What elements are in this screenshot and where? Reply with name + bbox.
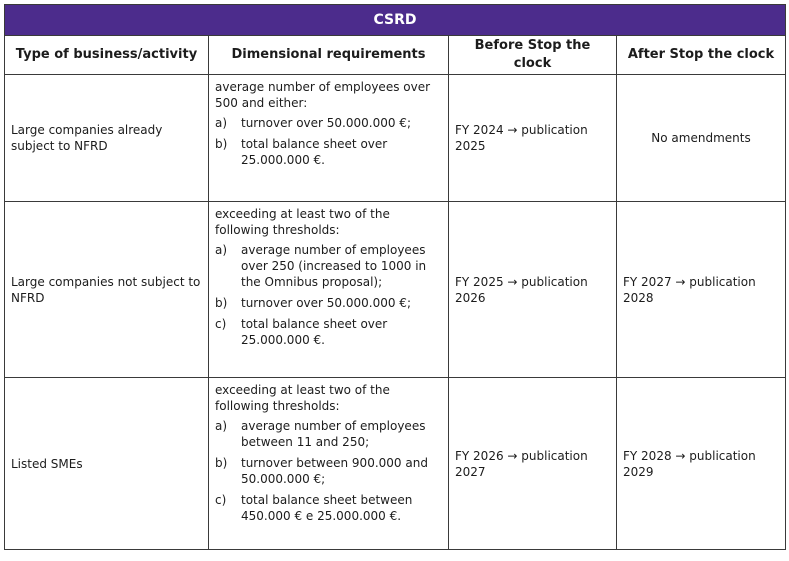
list-text: average number of employees between 11 and 250;	[241, 419, 426, 449]
list-item	[215, 115, 442, 131]
list-letter: b)	[215, 456, 228, 470]
requirements-list	[215, 242, 442, 348]
list-letter: a)	[215, 419, 228, 433]
table-row	[5, 202, 786, 378]
list-letter: c)	[215, 317, 227, 331]
before-stop-cell: FY 2024 → publication 2025	[449, 75, 617, 202]
list-letter: a)	[215, 116, 228, 130]
header-type: Type of business/activity	[5, 36, 209, 75]
table-title-row	[5, 5, 786, 36]
list-text: turnover over 50.000.000 €;	[241, 116, 411, 130]
header-before: Before Stop the clock	[449, 36, 617, 75]
list-item	[215, 242, 442, 290]
table-row	[5, 378, 786, 550]
list-text: total balance sheet over 25.000.000 €.	[241, 317, 388, 347]
requirements-cell	[209, 202, 449, 378]
requirements-intro: average number of employees over 500 and either:	[215, 80, 431, 110]
business-type-cell: Large companies already subject to NFRD	[5, 75, 209, 202]
list-text: turnover between 900.000 and 50.000.000 €;	[241, 456, 428, 486]
list-letter: c)	[215, 493, 227, 507]
list-item	[215, 418, 442, 450]
before-stop-cell: FY 2026 → publication 2027	[449, 378, 617, 550]
after-stop-cell: No amendments	[617, 75, 786, 202]
list-text: total balance sheet between 450.000 € e 25.000.000 €.	[241, 493, 413, 523]
list-text: average number of employees over 250 (increased to 1000 in the Omnibus proposal);	[241, 243, 427, 289]
header-dimensional: Dimensional requirements	[209, 36, 449, 75]
list-letter: b)	[215, 137, 228, 151]
requirements-intro: exceeding at least two of the following thresholds:	[215, 383, 390, 413]
list-letter: a)	[215, 243, 228, 257]
business-type-cell: Large companies not subject to NFRD	[5, 202, 209, 378]
csrd-table-container	[4, 4, 785, 550]
list-text: total balance sheet over 25.000.000 €.	[241, 137, 388, 167]
list-item	[215, 455, 442, 487]
requirements-cell	[209, 378, 449, 550]
requirements-intro: exceeding at least two of the following thresholds:	[215, 207, 390, 237]
table-title: CSRD	[5, 5, 786, 36]
after-stop-cell: FY 2028 → publication 2029	[617, 378, 786, 550]
list-item	[215, 136, 442, 168]
column-header-row	[5, 36, 786, 75]
list-letter: b)	[215, 296, 228, 310]
business-type-cell: Listed SMEs	[5, 378, 209, 550]
after-stop-cell: FY 2027 → publication 2028	[617, 202, 786, 378]
table-row	[5, 75, 786, 202]
csrd-table	[4, 4, 786, 550]
before-stop-cell: FY 2025 → publication 2026	[449, 202, 617, 378]
list-item	[215, 316, 442, 348]
list-text: turnover over 50.000.000 €;	[241, 296, 411, 310]
list-item	[215, 295, 442, 311]
requirements-list	[215, 418, 442, 524]
list-item	[215, 492, 442, 524]
requirements-cell	[209, 75, 449, 202]
requirements-list	[215, 115, 442, 168]
header-after: After Stop the clock	[617, 36, 786, 75]
